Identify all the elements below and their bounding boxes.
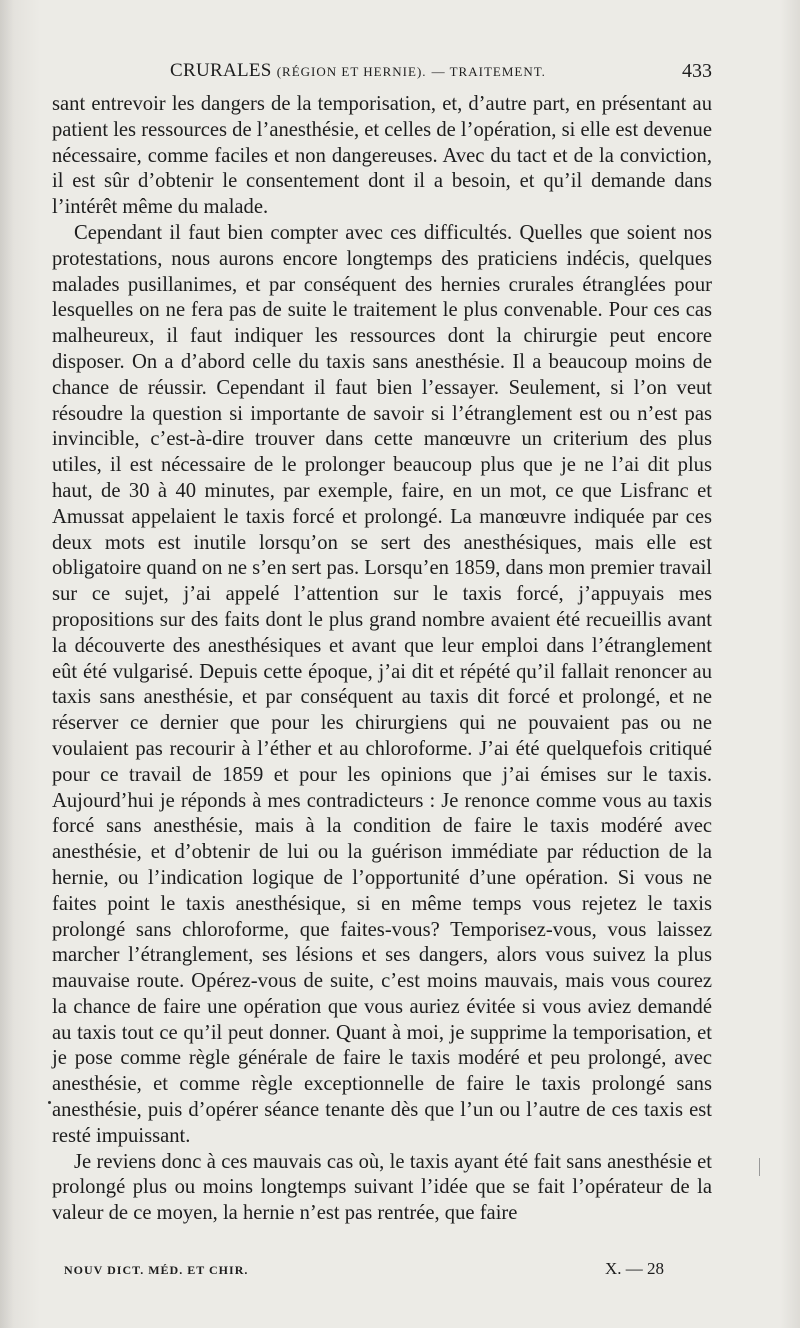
page-number: 433 [682, 60, 712, 82]
margin-tick-mark [759, 1158, 760, 1176]
footer-signature: NOUV DICT. MÉD. ET CHIR. [64, 1263, 249, 1277]
paragraph-2: Cependant il faut bien compter avec ces difficultés. Quelles que soient nos protestations, nous aurons encore longtemps des praticiens indécis, quelques malades pusillanimes, et par conséquent des hernies crurales étranglées pour lesquelles on ne fera pas de suite le traitement le plus convenable. Pour ces cas malheureux, il faut indiquer les ressources dont la chirurgie peut encore disposer. On a d’abord celle du taxis sans anesthésie. Il a beaucoup moins de chance de réussir. Cependant il faut bien l’essayer. Seulement, si l’on veut résoudre la question si importante de savoir si l’étranglement est ou n’est pas invincible, c’est-à-dire trouver dans cette manœuvre un criterium des plus utiles, il est nécessaire de le prolonger beaucoup plus que je ne l’ai dit plus haut, de 30 à 40 minutes, par exemple, faire, en un mot, ce que Lisfranc et Amussat appelaient le taxis forcé et prolongé. La manœuvre indiquée par ces deux mots est inutile lorsqu’on se sert des anesthésiques, mais elle est obligatoire quand on ne s’en sert pas. Lorsqu’en 1859, dans mon premier travail sur ce sujet, j’ai appelé l’attention sur le taxis forcé, j’appuyais mes propositions sur des faits dont le plus grand nombre avaient été recueillis avant la découverte des anesthésiques et avant que leur emploi dans l’étranglement eût été vulgarisé. Depuis cette époque, j’ai dit et répété qu’il fallait renoncer au taxis sans anesthésie, et par conséquent au taxis dit forcé et prolongé, et ne réserver ce dernier que pour les chirurgiens qui ne pouvaient pas ou ne voulaient pas recourir à l’éther et au chloroforme. J’ai été quelquefois critiqué pour ce travail de 1859 et pour les opinions que j’ai émises sur le taxis. Aujourd’hui je réponds à mes contradicteurs : Je renonce comme vous au taxis forcé sans anesthésie, mais à la condition de faire le taxis modéré avec anesthésie, et d’obtenir de lui ou la guérison immédiate par réduction de la hernie, ou l’indication logique de l’opportunité d’une opération. Si vous ne faites point le taxis anesthésique, si en même temps vous rejetez le taxis prolongé sans chloroforme, que faites-vous? Temporisez-vous, vous laissez marcher l’étranglement, ses lésions et ses dangers, alors vous suivez la plus mauvaise route. Opérez-vous de suite, c’est moins mauvais, mais vous courez la chance de faire une opération que vous auriez évitée si vous aviez demandé au taxis tout ce qu’il peut donner. Quant à moi, je supprime la temporisation, et je pose comme règle générale de faire le taxis modéré et peu prolongé, avec anesthésie, et comme règle exceptionnelle de faire le taxis prolongé sans anesthésie, puis d’opérer séance tenante dès que l’un ou l’autre de ces taxis est resté impuissant. [52, 221, 712, 1147]
running-title-sub: (RÉGION ET HERNIE). [276, 64, 427, 79]
running-title-main: CRURALES [170, 60, 272, 81]
page-footer [64, 1259, 704, 1283]
margin-dot [48, 1101, 51, 1104]
paragraph-1: sant entrevoir les dangers de la temporisation, et, d’autre part, en présentant au patient les ressources de l’anesthésie, et celles de l’opération, si elle est devenue nécessaire, comme faciles et non dangereuses. Avec du tact et de la conviction, il est sûr d’obtenir le consentement dont il a besoin, et qu’il demande dans l’intérêt même du malade. [52, 93, 712, 219]
running-header [52, 58, 712, 88]
footer-volume: X. — 28 [604, 1259, 664, 1278]
paragraph-3: Je reviens donc à ces mauvais cas où, le taxis ayant été fait sans anesthésie et prolongé plus ou moins longtemps suivant l’idée que se fait l’opérateur de la valeur de ce moyen, la hernie n’est pas rentrée, que faire [52, 1150, 712, 1225]
running-title [170, 60, 546, 82]
running-title-rest: — TRAITEMENT. [431, 64, 546, 79]
body-text [52, 92, 712, 1227]
